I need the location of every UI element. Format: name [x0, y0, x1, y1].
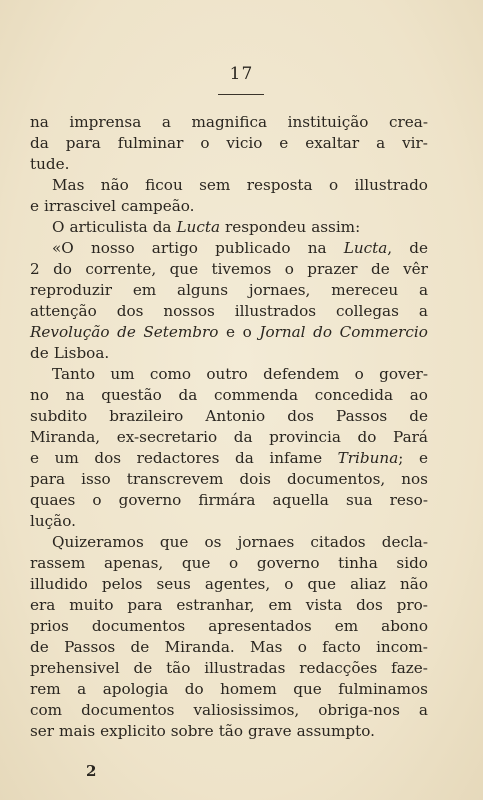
word: como	[149, 365, 192, 383]
word: jornaes	[237, 533, 295, 551]
word: sua	[345, 491, 373, 509]
word: corrente,	[85, 260, 157, 278]
word: apresentados	[208, 617, 312, 635]
text-line	[30, 637, 428, 658]
text-line	[30, 721, 428, 742]
word: o	[328, 176, 339, 194]
word: documentos,	[287, 470, 386, 488]
text-line	[30, 700, 428, 721]
word: Pará	[393, 428, 428, 446]
word: Passos	[64, 638, 116, 656]
word: que	[307, 575, 336, 593]
word: um	[110, 365, 135, 383]
word: estranhar,	[176, 596, 255, 614]
word: aliaz	[350, 575, 386, 593]
word: de	[30, 344, 49, 362]
word: Mas	[250, 638, 283, 656]
word: Revolução	[30, 323, 110, 341]
word: artigo	[151, 239, 198, 257]
word: tinha	[338, 554, 378, 572]
word: de	[30, 638, 49, 656]
word: facto	[322, 638, 361, 656]
word: do	[184, 680, 204, 698]
word: abono	[381, 617, 428, 635]
word: apologia	[102, 680, 169, 698]
word: resposta	[246, 176, 313, 194]
word: firmára	[198, 491, 256, 509]
word: Lucta,	[343, 239, 393, 257]
word: o	[229, 554, 239, 572]
word: sem	[199, 176, 231, 194]
word: não	[399, 575, 428, 593]
word: a	[77, 680, 87, 698]
text-line	[30, 112, 428, 133]
word: redacções	[299, 659, 378, 677]
word: illustrados	[234, 302, 317, 320]
word: gover-	[379, 365, 428, 383]
word: provincia	[269, 428, 341, 446]
word: Setembro	[143, 323, 219, 341]
word: nosso	[90, 239, 135, 257]
word: vista	[305, 596, 343, 614]
word: o	[92, 491, 102, 509]
word: valiosissimos,	[193, 701, 300, 719]
word: 2	[30, 260, 40, 278]
text-line	[30, 532, 428, 553]
word: muito	[69, 596, 114, 614]
word: questão	[101, 386, 162, 404]
word: na	[307, 239, 327, 257]
body-text	[30, 112, 428, 742]
word: Tanto	[52, 365, 96, 383]
text-line	[30, 595, 428, 616]
word: da	[178, 386, 198, 404]
word: obriga-nos	[318, 701, 400, 719]
word: ser	[30, 722, 55, 740]
word: citados	[310, 533, 366, 551]
text-line	[30, 490, 428, 511]
word: da	[233, 428, 253, 446]
word: dois	[239, 470, 271, 488]
word: Passos	[336, 407, 388, 425]
word: tão	[166, 659, 191, 677]
word: explicito	[100, 722, 166, 740]
word: em	[132, 281, 157, 299]
word: imprensa	[69, 113, 142, 131]
word: apenas,	[103, 554, 164, 572]
word: «O	[52, 239, 74, 257]
word: homem	[220, 680, 277, 698]
word: subdito	[30, 407, 88, 425]
word: faze-	[391, 659, 428, 677]
word: governo	[256, 554, 320, 572]
word: a	[161, 113, 171, 131]
word: vicio	[226, 134, 263, 152]
word: magnifica	[191, 113, 268, 131]
word: o	[284, 260, 294, 278]
word: prios	[30, 617, 69, 635]
word: um	[54, 449, 79, 467]
word: prehensivel	[30, 659, 120, 677]
word: assim:	[311, 218, 361, 236]
text-line	[30, 259, 428, 280]
word: agentes,	[204, 575, 271, 593]
word: transcrevem	[126, 470, 224, 488]
word: do	[313, 323, 333, 341]
text-line	[30, 658, 428, 679]
word: alguns	[177, 281, 229, 299]
text-line	[30, 364, 428, 385]
word: tivemos	[211, 260, 272, 278]
word: a	[418, 302, 428, 320]
word: para	[65, 134, 101, 152]
text-line	[30, 217, 428, 238]
word: campeão.	[121, 197, 195, 215]
word: vir-	[402, 134, 428, 152]
word: e	[30, 449, 39, 467]
word: na	[30, 113, 49, 131]
text-line	[30, 238, 428, 259]
word: illustradas	[204, 659, 286, 677]
word: brazileiro	[109, 407, 184, 425]
word: seus	[156, 575, 191, 593]
word: reso-	[389, 491, 428, 509]
word: documentos	[81, 701, 175, 719]
word: de	[409, 407, 428, 425]
word: de	[117, 323, 136, 341]
word: da	[235, 449, 254, 467]
word: documentos	[91, 617, 186, 635]
word: isso	[81, 470, 111, 488]
text-line	[30, 574, 428, 595]
text-line	[30, 133, 428, 154]
word: sido	[396, 554, 428, 572]
word: Quizeramos	[52, 533, 144, 551]
word: que	[293, 680, 322, 698]
text-line	[30, 448, 428, 469]
text-line	[30, 280, 428, 301]
word: Miranda,	[30, 428, 101, 446]
word: de	[130, 638, 150, 656]
word: da	[30, 134, 49, 152]
text-line	[30, 469, 428, 490]
word: nos	[401, 470, 428, 488]
word: em	[268, 596, 292, 614]
word: em	[334, 617, 359, 635]
word: com	[30, 701, 63, 719]
word: instituição	[287, 113, 369, 131]
word: redactores	[136, 449, 220, 467]
word: para	[127, 596, 163, 614]
word: Antonio	[205, 407, 266, 425]
word: do	[357, 428, 377, 446]
word: o	[354, 365, 364, 383]
word: incom-	[376, 638, 428, 656]
word: Mas	[52, 176, 85, 194]
word: mais	[59, 722, 96, 740]
header-rule	[218, 94, 264, 95]
text-line	[30, 196, 428, 217]
word: de	[409, 239, 428, 257]
word: a	[418, 281, 428, 299]
word: Jornal	[259, 323, 306, 341]
word: Lucta	[176, 218, 220, 236]
word: a	[418, 701, 428, 719]
word: ficou	[145, 176, 183, 194]
word: nossos	[163, 302, 215, 320]
text-line	[30, 679, 428, 700]
word: concedida	[314, 386, 394, 404]
word: do	[53, 260, 72, 278]
text-line	[30, 427, 428, 448]
word: de	[370, 260, 390, 278]
word: rassem	[30, 554, 86, 572]
word: rem	[30, 680, 61, 698]
word: fulminar	[117, 134, 184, 152]
word: era	[30, 596, 56, 614]
word: mereceu	[331, 281, 399, 299]
word: decla-	[381, 533, 428, 551]
word: e	[226, 323, 236, 341]
word: da	[152, 218, 172, 236]
word: que	[169, 260, 199, 278]
word: Tribuna;	[337, 449, 404, 467]
word: defendem	[263, 365, 340, 383]
text-line	[30, 553, 428, 574]
word: tão	[218, 722, 243, 740]
word: jornaes,	[248, 281, 311, 299]
word: infame	[269, 449, 323, 467]
word: dos	[356, 596, 383, 614]
word: o	[242, 323, 252, 341]
word: para	[30, 470, 66, 488]
text-line	[30, 322, 428, 343]
word: de	[133, 659, 153, 677]
word: prazer	[307, 260, 358, 278]
word: que	[159, 533, 189, 551]
word: a	[376, 134, 386, 152]
word: lução.	[30, 512, 76, 530]
word: commenda	[214, 386, 299, 404]
text-line	[30, 343, 428, 364]
word: que	[181, 554, 211, 572]
word: fulminamos	[338, 680, 428, 698]
word: na	[65, 386, 85, 404]
word: reproduzir	[30, 281, 112, 299]
word: collegas	[335, 302, 399, 320]
word: grave	[248, 722, 292, 740]
word: dos	[287, 407, 314, 425]
text-line	[30, 406, 428, 427]
text-line	[30, 175, 428, 196]
word: Lisboa.	[53, 344, 110, 362]
word: o	[297, 638, 307, 656]
signature-mark: 2	[86, 762, 97, 780]
word: exaltar	[305, 134, 360, 152]
word: crea-	[389, 113, 428, 131]
word: irrascivel	[44, 197, 117, 215]
word: publicado	[215, 239, 291, 257]
word: os	[204, 533, 222, 551]
word: articulista	[69, 218, 148, 236]
page-number: 17	[229, 64, 254, 84]
word: attenção	[30, 302, 97, 320]
word: aquella	[272, 491, 329, 509]
word: no	[30, 386, 49, 404]
word: e	[30, 197, 39, 215]
text-line	[30, 616, 428, 637]
word: o	[200, 134, 210, 152]
word: illudido	[30, 575, 88, 593]
word: tude.	[30, 155, 70, 173]
text-line	[30, 511, 428, 532]
word: governo	[118, 491, 182, 509]
word: assumpto.	[296, 722, 375, 740]
word: Commercio	[339, 323, 428, 341]
word: pro-	[396, 596, 428, 614]
word: ao	[409, 386, 428, 404]
word: respondeu	[225, 218, 307, 236]
text-line	[30, 301, 428, 322]
word: vêr	[403, 260, 428, 278]
word: outro	[206, 365, 248, 383]
word: ex-secretario	[116, 428, 218, 446]
word: sobre	[170, 722, 214, 740]
text-line	[30, 385, 428, 406]
word: dos	[116, 302, 144, 320]
word: e	[418, 449, 428, 467]
word: não	[100, 176, 129, 194]
word: quaes	[30, 491, 76, 509]
word: e	[279, 134, 289, 152]
word: Miranda.	[164, 638, 235, 656]
word: pelos	[101, 575, 143, 593]
word: illustrado	[354, 176, 428, 194]
word: O	[52, 218, 65, 236]
word: dos	[94, 449, 122, 467]
text-line	[30, 154, 428, 175]
word: o	[284, 575, 294, 593]
